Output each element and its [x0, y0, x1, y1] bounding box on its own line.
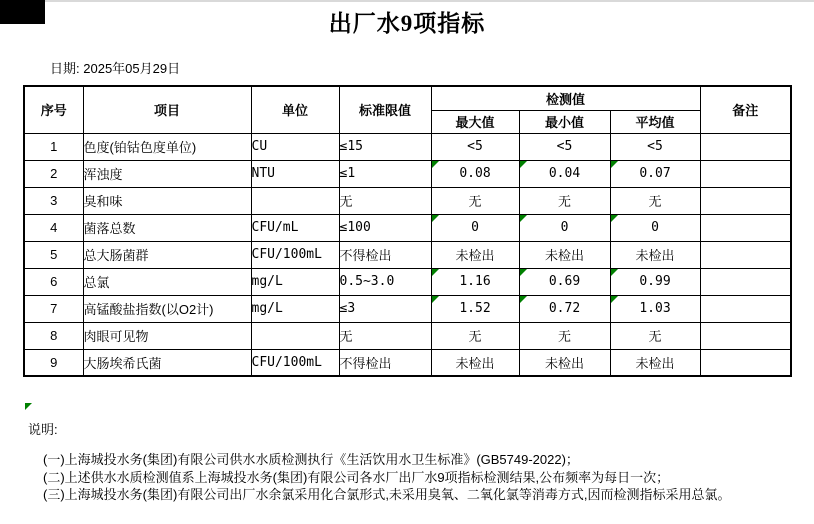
water-quality-table	[23, 85, 792, 377]
notes-list	[43, 451, 731, 504]
header-detection: 检测值	[431, 86, 700, 110]
cell-limit: 0.5~3.0	[339, 268, 431, 295]
cell-max: 1.16	[431, 268, 519, 295]
cell-seq: 2	[24, 160, 83, 187]
table-row	[24, 268, 791, 295]
header-unit: 单位	[251, 86, 339, 133]
cell-seq: 1	[24, 133, 83, 160]
cell-unit: CFU/mL	[251, 214, 339, 241]
cell-avg: 0	[610, 214, 700, 241]
cell-avg: 未检出	[610, 241, 700, 268]
cell-max: 0	[431, 214, 519, 241]
cell-seq: 8	[24, 322, 83, 349]
cell-remark	[700, 133, 791, 160]
error-flag-triangle-icon	[611, 215, 618, 222]
note-line: (二)上述供水水质检测值系上海城投水务(集团)有限公司各水厂出厂水9项指标检测结果,公布频率为每日一次；	[43, 469, 670, 485]
header-avg: 平均值	[610, 110, 700, 133]
top-hairline	[0, 0, 814, 2]
cell-seq: 6	[24, 268, 83, 295]
cell-remark	[700, 295, 791, 322]
table-body	[24, 133, 791, 376]
cell-min: 未检出	[519, 241, 610, 268]
cell-limit: ≤100	[339, 214, 431, 241]
cell-avg: <5	[610, 133, 700, 160]
cell-avg: 未检出	[610, 349, 700, 376]
cell-max: <5	[431, 133, 519, 160]
cell-seq: 7	[24, 295, 83, 322]
header-seq: 序号	[24, 86, 83, 133]
cell-avg: 无	[610, 322, 700, 349]
cell-max: 无	[431, 187, 519, 214]
cell-min: 0.72	[519, 295, 610, 322]
table-row	[24, 295, 791, 322]
header-remark: 备注	[700, 86, 791, 133]
cell-unit: mg/L	[251, 268, 339, 295]
cell-min: 0.69	[519, 268, 610, 295]
header-item: 项目	[83, 86, 251, 133]
error-flag-triangle-icon	[611, 296, 618, 303]
table-row	[24, 214, 791, 241]
cell-unit	[251, 322, 339, 349]
cell-remark	[700, 214, 791, 241]
cell-min: 未检出	[519, 349, 610, 376]
cell-unit: NTU	[251, 160, 339, 187]
cell-limit: 不得检出	[339, 349, 431, 376]
cell-max: 0.08	[431, 160, 519, 187]
table-row	[24, 133, 791, 160]
cell-limit: 无	[339, 187, 431, 214]
cell-unit: CU	[251, 133, 339, 160]
note-line: (一)上海城投水务(集团)有限公司供水水质检测执行《生活饮用水卫生标准》(GB5749-2022)；	[43, 452, 579, 467]
cell-limit: 不得检出	[339, 241, 431, 268]
cell-min: 0.04	[519, 160, 610, 187]
table-row	[24, 160, 791, 187]
page-title: 出厂水9项指标	[328, 11, 486, 36]
cell-item: 臭和味	[83, 187, 251, 214]
cell-max: 1.52	[431, 295, 519, 322]
cell-item: 总氯	[83, 268, 251, 295]
error-flag-triangle-icon	[432, 296, 439, 303]
cell-seq: 5	[24, 241, 83, 268]
cell-seq: 3	[24, 187, 83, 214]
cell-item: 肉眼可见物	[83, 322, 251, 349]
cell-remark	[700, 268, 791, 295]
cell-limit: ≤1	[339, 160, 431, 187]
cell-avg: 0.99	[610, 268, 700, 295]
cell-remark	[700, 160, 791, 187]
table-row	[24, 322, 791, 349]
date-value: 2025年05月29日	[83, 61, 181, 76]
cell-avg: 无	[610, 187, 700, 214]
cell-remark	[700, 349, 791, 376]
cell-item: 总大肠菌群	[83, 241, 251, 268]
error-flag-triangle-icon	[520, 161, 527, 168]
table-row	[24, 241, 791, 268]
cell-min: <5	[519, 133, 610, 160]
cell-item: 菌落总数	[83, 214, 251, 241]
header-limit: 标准限值	[339, 86, 431, 133]
date-label: 日期:	[50, 61, 80, 76]
error-flag-triangle-icon	[432, 269, 439, 276]
date-line	[50, 58, 180, 77]
error-flag-triangle-icon	[432, 215, 439, 222]
note-line: (三)上海城投水务(集团)有限公司出厂水余氯采用化合氯形式,未采用臭氧、二氧化氯等消毒方式,因而检测指标采用总氯。	[43, 487, 731, 502]
cell-item: 高锰酸盐指数(以O2计)	[83, 295, 251, 322]
cell-item: 浑浊度	[83, 160, 251, 187]
error-flag-triangle-icon	[432, 161, 439, 168]
cell-min: 无	[519, 187, 610, 214]
cell-item: 大肠埃希氏菌	[83, 349, 251, 376]
table-row	[24, 187, 791, 214]
cell-remark	[700, 187, 791, 214]
error-flag-triangle-icon	[611, 269, 618, 276]
cell-limit: ≤15	[339, 133, 431, 160]
error-flag-triangle-icon	[611, 161, 618, 168]
cell-avg: 1.03	[610, 295, 700, 322]
note-flag-triangle-icon	[25, 403, 32, 410]
cell-unit	[251, 187, 339, 214]
cell-unit: mg/L	[251, 295, 339, 322]
cell-remark	[700, 241, 791, 268]
cell-min: 0	[519, 214, 610, 241]
error-flag-triangle-icon	[520, 269, 527, 276]
cell-min: 无	[519, 322, 610, 349]
table-header	[24, 86, 791, 133]
error-flag-triangle-icon	[520, 215, 527, 222]
error-flag-triangle-icon	[520, 296, 527, 303]
cell-avg: 0.07	[610, 160, 700, 187]
cell-max: 未检出	[431, 241, 519, 268]
cell-unit: CFU/100mL	[251, 241, 339, 268]
cell-limit: ≤3	[339, 295, 431, 322]
cell-seq: 9	[24, 349, 83, 376]
cell-seq: 4	[24, 214, 83, 241]
notes-label: 说明:	[28, 422, 58, 437]
cell-limit: 无	[339, 322, 431, 349]
cell-item: 色度(铂钴色度单位)	[83, 133, 251, 160]
cell-remark	[700, 322, 791, 349]
cell-unit: CFU/100mL	[251, 349, 339, 376]
header-min: 最小值	[519, 110, 610, 133]
cell-max: 无	[431, 322, 519, 349]
header-max: 最大值	[431, 110, 519, 133]
cell-max: 未检出	[431, 349, 519, 376]
table-row	[24, 349, 791, 376]
